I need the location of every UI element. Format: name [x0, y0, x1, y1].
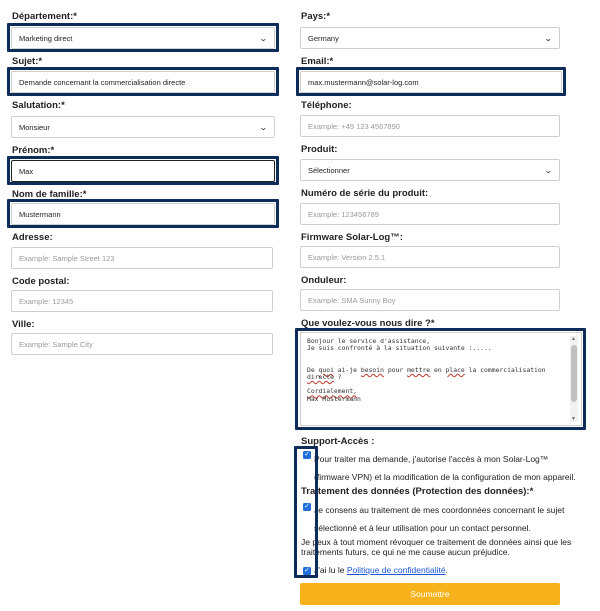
produit-select[interactable] [300, 159, 560, 181]
onduleur-label: Onduleur: [301, 275, 347, 286]
departement-value: Marketing direct [19, 33, 73, 43]
tel-input[interactable] [300, 115, 560, 137]
privacy-text: J'ai lu le Politique de confidentialité. [314, 565, 448, 575]
produit-label: Produit: [301, 144, 338, 155]
produit-value: Sélectionner [308, 165, 350, 175]
onduleur-placeholder: Example: SMA Sunny Boy [308, 295, 396, 305]
checkmark-icon: ✓ [304, 503, 310, 510]
email-value: max.mustermann@solar-log.com [308, 77, 419, 87]
salutation-value: Monsieur [19, 122, 50, 132]
message-scrollbar[interactable] [570, 336, 578, 422]
privacy-link[interactable]: Politique de confidentialité [346, 565, 446, 575]
privacy-checkbox[interactable] [303, 567, 311, 575]
departement-label: Département:* [12, 11, 77, 22]
scroll-up-icon[interactable]: ▲ [571, 336, 576, 342]
support-text: Pour traiter ma demande, j'autorise l'accès à mon Solar-Log™ (firmware VPN) et la modification de la configuration de mon appareil. [314, 454, 576, 482]
support-heading: Support-Accès : [301, 436, 375, 447]
salutation-label: Salutation:* [12, 100, 65, 111]
nom-label: Nom de famille:* [12, 189, 87, 200]
chevron-down-icon: ⌄ [544, 33, 554, 43]
prenom-value: Max [19, 166, 34, 176]
message-line: Max Mustermann [307, 394, 361, 403]
consent-text: Je consens au traitement de mes coordonnées concernant le sujet sélectionné et à leur utilisation pour un contact personnel. [314, 505, 565, 533]
nom-value: Mustermann [19, 209, 61, 219]
chevron-down-icon: ⌄ [544, 165, 554, 175]
nom-input[interactable] [11, 203, 275, 225]
submit-button[interactable]: Soumettre [300, 583, 560, 605]
chevron-down-icon: ⌄ [259, 33, 269, 43]
email-label: Email:* [301, 56, 334, 67]
message-line: Bonjour le service d'assistance, [307, 337, 431, 345]
firmware-label: Firmware Solar-Log™: [301, 232, 403, 243]
sujet-input[interactable] [11, 71, 275, 93]
adresse-placeholder: Example: Sample Street 123 [19, 253, 115, 263]
adresse-input[interactable] [11, 247, 273, 269]
pays-value: Germany [308, 33, 339, 43]
firmware-input[interactable] [300, 246, 560, 268]
traitement-heading: Traitement des données (Protection des données):* [301, 486, 534, 497]
checkmark-icon: ✓ [304, 567, 310, 574]
message-textarea[interactable] [300, 332, 582, 426]
firmware-placeholder: Example: Version 2.5.1 [308, 252, 386, 262]
prenom-label: Prénom:* [12, 145, 55, 156]
tel-label: Téléphone: [301, 100, 352, 111]
email-input[interactable] [300, 71, 562, 93]
revoke-text: Je peux à tout moment révoquer ce traitement de données ainsi que les traitements futurs, ce qui ne me cause aucun préjudice. [301, 537, 572, 557]
ville-input[interactable] [11, 333, 273, 355]
pays-label: Pays:* [301, 11, 331, 22]
pays-select[interactable] [300, 27, 560, 49]
serie-label: Numéro de série du produit: [301, 188, 429, 199]
message-line: Je suis confronté à la situation suivante :..... [307, 344, 492, 353]
message-line: Cordialement, [307, 387, 358, 396]
scroll-down-icon[interactable]: ▼ [571, 416, 576, 422]
tel-placeholder: Example: +49 123 4567890 [308, 121, 400, 131]
support-checkbox[interactable] [303, 451, 311, 459]
prenom-input[interactable] [11, 160, 275, 182]
onduleur-input[interactable] [300, 289, 560, 311]
serie-input[interactable] [300, 203, 560, 225]
chevron-down-icon: ⌄ [259, 122, 269, 132]
consent-checkbox[interactable] [303, 503, 311, 511]
sujet-value: Demande concernant la commercialisation directe [19, 77, 186, 87]
message-line: De quoi ai-je besoin pour mettre en place la commercialisation [307, 365, 546, 374]
adresse-label: Adresse: [12, 232, 53, 243]
code-label: Code postal: [12, 276, 70, 287]
code-placeholder: Example: 12345 [19, 296, 74, 306]
serie-placeholder: Example: 123456789 [308, 209, 379, 219]
ville-label: Ville: [12, 319, 35, 330]
departement-select[interactable] [11, 27, 275, 49]
message-label: Que voulez-vous nous dire ?* [301, 318, 435, 329]
salutation-select[interactable] [11, 116, 275, 138]
checkmark-icon: ✓ [304, 451, 310, 458]
message-line: directe ? [307, 373, 342, 382]
code-input[interactable] [11, 290, 273, 312]
ville-placeholder: Example: Sample City [19, 339, 93, 349]
sujet-label: Sujet:* [12, 56, 43, 67]
scroll-thumb[interactable] [571, 345, 577, 402]
